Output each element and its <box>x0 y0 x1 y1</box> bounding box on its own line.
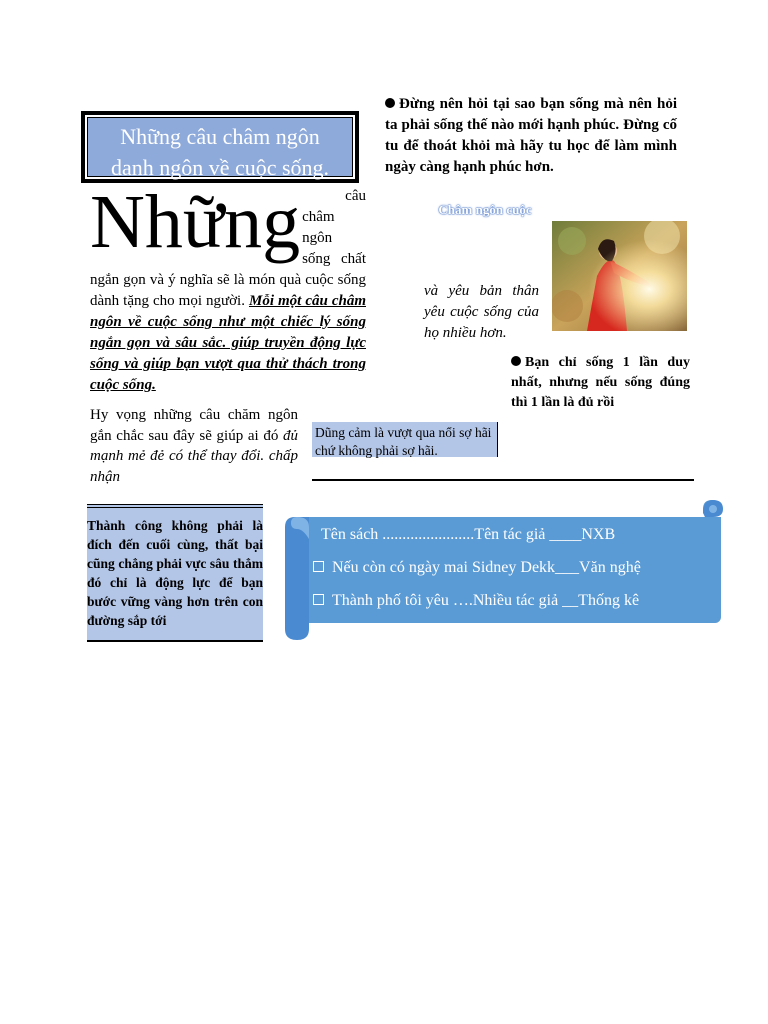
book-list-header: Tên sách .......................Tên tác giả ____NXB <box>321 526 616 543</box>
book-row-1 <box>300 551 714 584</box>
checkbox-bullet-icon <box>313 594 324 605</box>
title-box <box>81 111 359 183</box>
success-quote-text: Thành công không phải là đích đến cuối cùng, thất bại cũng chẳng phải vực sâu thẳm đó chỉ là động lực để bạn bước vững vàng hơn trên con đường sắp tới <box>87 518 263 628</box>
woman-photo-image <box>552 221 687 331</box>
intro-emphasis: Mỗi một câu châm ngôn về cuộc sống như một chiếc lý sống ngắn gọn và sâu sắc. giúp truyền động lực sống và giúp bạn vượt qua thử thách trong cuộc sống. <box>90 293 366 393</box>
courage-quote-box <box>312 422 498 457</box>
title-line-2: danh ngôn về cuộc sống. <box>110 155 330 180</box>
bullet-dot-icon <box>385 98 395 108</box>
title-line-1: Những câu châm ngôn <box>120 124 320 149</box>
title-text <box>87 117 353 180</box>
drop-cap: Những <box>90 180 301 264</box>
intro-word-2: châm <box>302 209 335 225</box>
wordart-heading: Châm ngôn cuộc <box>438 202 532 217</box>
book-row-1-text: Nếu còn có ngày mai Sidney Dekk___Văn nghệ <box>332 559 641 576</box>
quote-bullet-1-text: Đừng nên hỏi tại sao bạn sống mà nên hỏi ta phải sống thế nào mới hạnh phúc. Đừng cố tu để thoát khỏi mà hãy tu học để làm mình ngày càng hạnh phúc hơn. <box>385 96 677 175</box>
quote-bullet-1 <box>385 94 677 178</box>
success-quote-box <box>87 504 263 642</box>
hope-italic: đủ mạnh mẻ đẻ có thể thay đổi. chấp nhận <box>90 427 298 485</box>
book-row-2 <box>300 584 714 617</box>
book-row-2-text: Thành phố tôi yêu ….Nhiều tác giả __Thống kê <box>332 592 640 609</box>
hope-paragraph <box>90 405 298 487</box>
horizontal-divider <box>312 479 694 481</box>
quote-bullet-2 <box>511 353 690 413</box>
intro-word-1: câu <box>345 188 366 204</box>
book-list <box>300 518 714 617</box>
quote-bullet-2-text: Bạn chỉ sống 1 lần duy nhất, nhưng nếu sống đúng thì 1 lần là đủ rồi <box>511 355 690 410</box>
woman-photo <box>552 221 687 331</box>
intro-word-3: ngôn <box>302 230 333 246</box>
intro-body: sống chất ngắn gọn và ý nghĩa sẽ là món quà cuộc sống dành tặng cho mọi người. <box>90 251 366 309</box>
checkbox-bullet-icon <box>313 561 324 572</box>
courage-quote-text: Dũng cảm là vượt qua nổi sợ hãi chứ không phải sợ hãi. <box>315 425 492 458</box>
intro-paragraph <box>90 180 366 396</box>
hope-normal: Hy vọng những câu chăm ngôn gắn chắc sau đây sẽ giúp ai đó <box>90 407 298 444</box>
bullet-dot-icon <box>511 356 521 366</box>
love-paragraph: và yêu bản thân yêu cuộc sống của họ nhiều hơn. <box>424 283 539 341</box>
